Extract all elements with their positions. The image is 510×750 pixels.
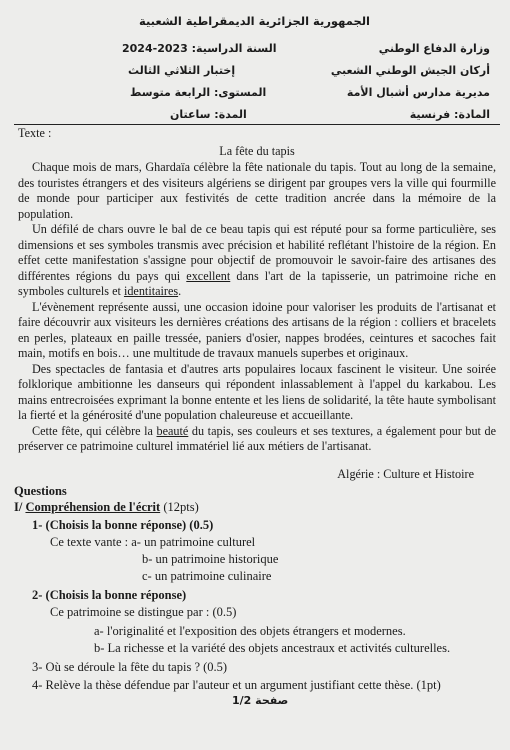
header-republic: الجمهورية الجزائرية الديمقراطية الشعبية (138, 14, 370, 28)
question-1-option-b: b- un patrimoine historique (142, 552, 279, 566)
header-directorate: مديرية مدارس أشبال الأمة (346, 86, 490, 99)
question-1-option-c: c- un patrimoine culinaire (142, 569, 272, 583)
question-1-label: 1- (Choisis la bonne réponse) (0.5) (32, 518, 214, 532)
question-2-label: 2- (Choisis la bonne réponse) (32, 588, 187, 602)
question-1-option-a: Ce texte vante : a- un patrimoine culturel (50, 535, 256, 549)
header-exam: إختبار الثلاثي الثالث (128, 64, 236, 77)
paragraph-5: Cette fête, qui célèbre la beauté du tapis, ses couleurs et ses textures, a également pour but de préserver ce patrimoine culturel immatériel lié aux métiers de l'artisanat. (18, 423, 497, 453)
header-staff: أركان الجيش الوطني الشعبي (330, 64, 490, 77)
question-2-stem: Ce patrimoine se distingue par : (0.5) (50, 605, 237, 619)
underlined-word: excellent (186, 268, 231, 283)
header-school-year: السنة الدراسية: 2023-2024 (122, 42, 277, 55)
header-divider (14, 124, 500, 125)
paragraph-1: Chaque mois de mars, Ghardaïa célèbre la fête nationale du tapis. Tout au long de la semaine, des touristes étrangers et des visiteurs algériens se dirigent par groupes vers la ville qui fourmille de monde pour participer aux festivités de cette tradition ancrée dans la mémoire de la population. (18, 160, 496, 221)
underlined-word: beauté (156, 423, 189, 438)
paragraph-3: L'évènement représente aussi, une occasion idoine pour valoriser les produits de l'artisanat et faire découvrir aux visiteurs les dernières créations des artisans de la région : colliers et bracelets en perles, plateaux en paille tressée, paniers d'osier, nappes brodées, ceintures et sacoches fait main, motifs en bois… une multitude de travaux manuels superbes et originaux. (18, 299, 496, 360)
question-2-option-b: b- La richesse et la variété des objets ancestraux et activités culturelles. (94, 641, 451, 655)
text-source: Algérie : Culture et Histoire (337, 467, 474, 481)
text-label: Texte : (18, 126, 52, 140)
questions-heading: Questions (14, 484, 67, 498)
text-title: La fête du tapis (219, 144, 295, 158)
question-3: 3- Où se déroule la fête du tapis ? (0.5) (32, 660, 228, 674)
header-ministry: وزارة الدفاع الوطني (378, 42, 490, 55)
paragraph-4: Des spectacles de fantasia et d'autres arts populaires locaux fascinent le visiteur. Une soirée folklorique ambitionne les danseurs qui répondent inlassablement à l'appel du karkabou. Les mains entrecroisées exprimant la bonne entente et les liens de solidarité, la tête haute symbolisant la fierté et la générosité d'une population chaleureuse et accueillante. (18, 361, 496, 422)
question-2-option-a: a- l'originalité et l'exposition des objets étrangers et modernes. (94, 624, 406, 638)
page-number: صفحة 1/2 (232, 694, 289, 707)
underlined-word: identitaires (123, 284, 179, 298)
question-4: 4- Relève la thèse défendue par l'auteur et un argument justifiant cette thèse. (1pt) (32, 678, 441, 692)
header-level: المستوى: الرابعة متوسط (130, 86, 267, 99)
header-subject: المادة: فرنسية (409, 108, 490, 121)
section-heading: I/ Compréhension de l'écrit (12pts) (14, 500, 199, 514)
text-body (18, 160, 496, 455)
header-duration: المدة: ساعتان (170, 108, 247, 121)
paragraph-2: Un défilé de chars ouvre le bal de ce beau tapis qui est réputé pour sa forme particulière, ses dimensions et ses symboles transmis avec précision et habilité reflétant l'histoire de la région. En effet cette manifestation s'assigne pour objectif de promouvoir le savoir-faire des artisanes des différentes régions du pays qui excellent dans l'art de la tapisserie, un patrimoine riche en symboles culturels et identitaires. (18, 222, 496, 298)
